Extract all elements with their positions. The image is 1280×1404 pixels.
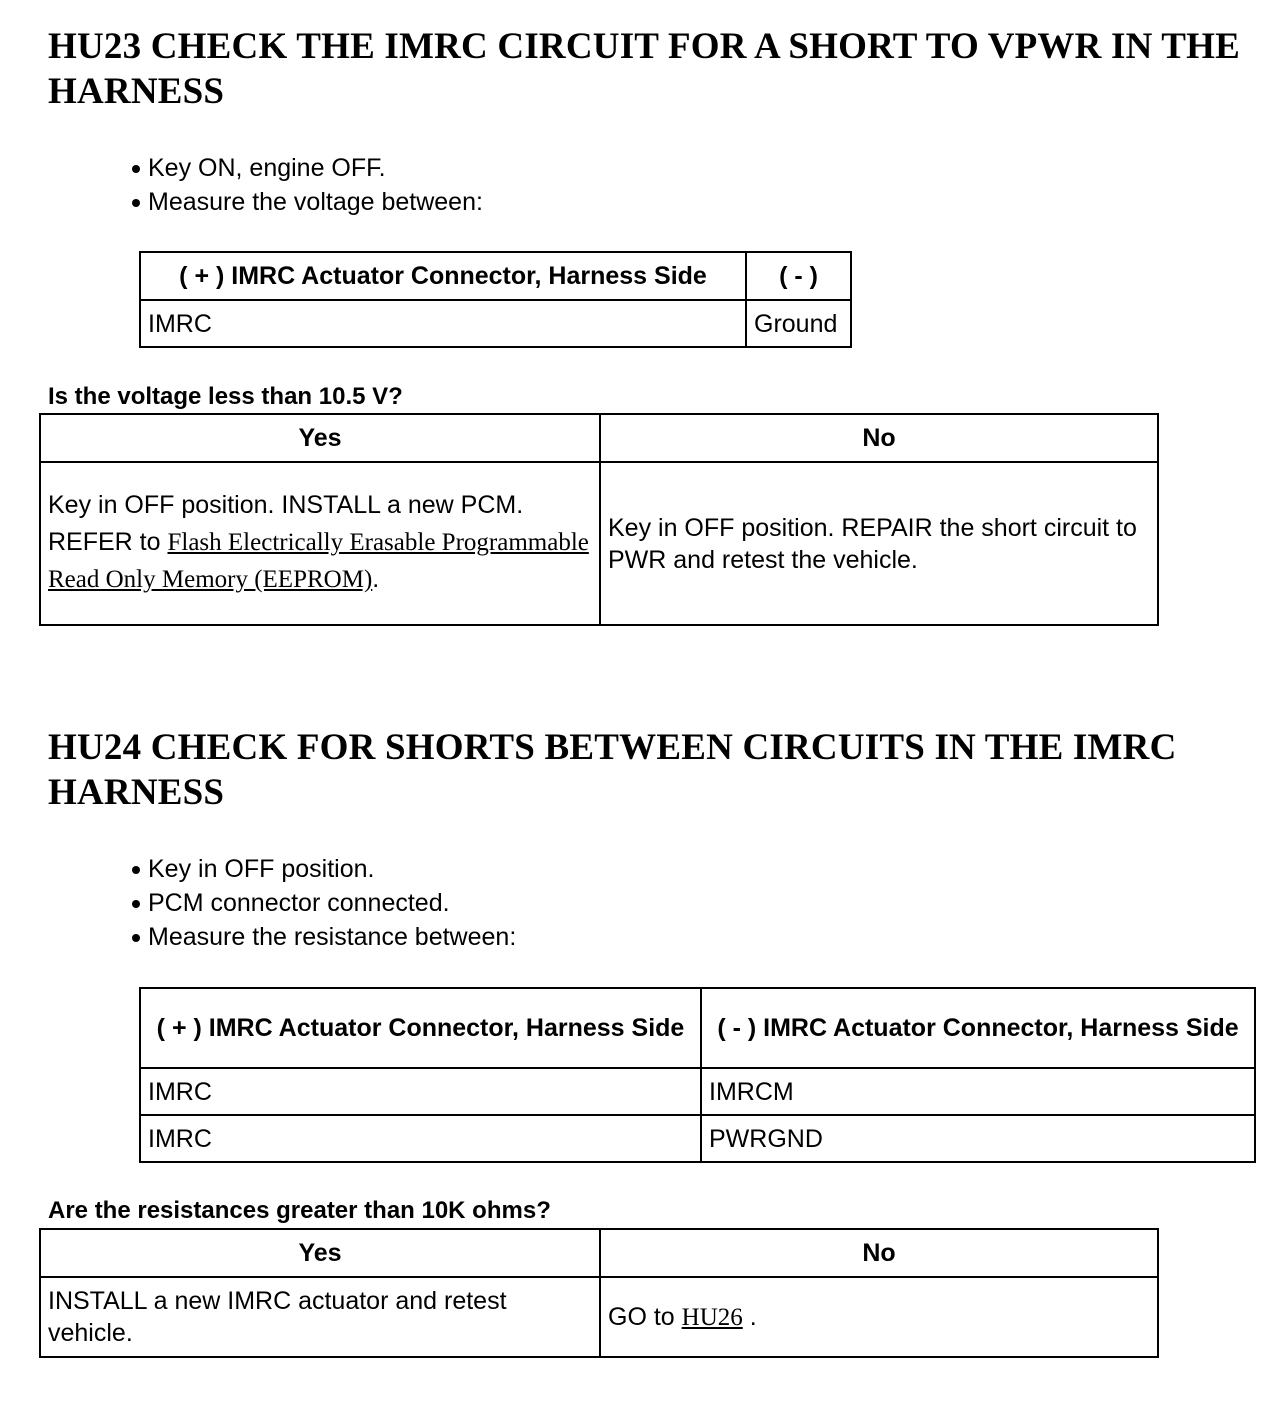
hu23-question: Is the voltage less than 10.5 V? (48, 383, 403, 410)
table-header-row (40, 414, 1158, 462)
trailing-period: . (742, 1302, 757, 1331)
yes-header: Yes (40, 1229, 600, 1277)
list-item: Key ON, engine OFF. (130, 151, 483, 185)
list-item: Key in OFF position. (130, 852, 516, 886)
hu24-measure-table (139, 987, 1256, 1163)
hu24-result-table (39, 1228, 1159, 1358)
table-header-row (40, 1229, 1158, 1277)
table-header-cell: ( + ) IMRC Actuator Connector, Harness Side (140, 988, 701, 1068)
hu26-link[interactable]: HU26 (681, 1303, 743, 1331)
yes-action-text: Key in OFF position. INSTALL a new PCM. (48, 491, 524, 519)
yes-period: . (372, 565, 380, 593)
table-header-row (140, 252, 851, 300)
table-header-cell: ( - ) IMRC Actuator Connector, Harness Side (701, 988, 1255, 1068)
table-row (40, 462, 1158, 625)
table-row (140, 300, 851, 347)
table-cell: Ground (746, 300, 851, 347)
yes-refer-text: REFER to (48, 528, 168, 556)
go-to-text: GO to (608, 1302, 682, 1331)
table-cell: IMRC (140, 300, 746, 347)
list-item: Measure the voltage between: (130, 185, 483, 219)
list-item: PCM connector connected. (130, 886, 516, 920)
table-header-cell: ( - ) (746, 252, 851, 300)
eeprom-link[interactable]: Flash Electrically Erasable Programmable Read Only Memory (EEPROM) (48, 529, 589, 593)
no-action-cell: Key in OFF position. REPAIR the short circuit to PWR and retest the vehicle. (600, 462, 1158, 625)
hu24-question: Are the resistances greater than 10K ohms? (48, 1197, 551, 1224)
table-row (140, 1068, 1255, 1115)
hu23-heading: HU23 CHECK THE IMRC CIRCUIT FOR A SHORT TO VPWR IN THE HARNESS (48, 26, 1241, 112)
table-row (140, 1115, 1255, 1162)
no-header: No (600, 414, 1158, 462)
table-cell: IMRC (140, 1115, 701, 1162)
hu23-measure-table (139, 251, 852, 348)
yes-header: Yes (40, 414, 600, 462)
yes-action-cell (40, 462, 600, 625)
table-row (40, 1277, 1158, 1357)
hu23-steps (130, 151, 483, 219)
table-cell: PWRGND (701, 1115, 1255, 1162)
hu23-result-table (39, 413, 1159, 626)
no-action-cell (600, 1277, 1158, 1357)
yes-action-cell: INSTALL a new IMRC actuator and retest vehicle. (40, 1277, 600, 1357)
table-cell: IMRC (140, 1068, 701, 1115)
hu24-steps (130, 852, 516, 954)
hu24-heading: HU24 CHECK FOR SHORTS BETWEEN CIRCUITS IN THE IMRC HARNESS (48, 727, 1177, 813)
table-cell: IMRCM (701, 1068, 1255, 1115)
no-header: No (600, 1229, 1158, 1277)
list-item: Measure the resistance between: (130, 920, 516, 954)
table-header-row (140, 988, 1255, 1068)
table-header-cell: ( + ) IMRC Actuator Connector, Harness Side (140, 252, 746, 300)
